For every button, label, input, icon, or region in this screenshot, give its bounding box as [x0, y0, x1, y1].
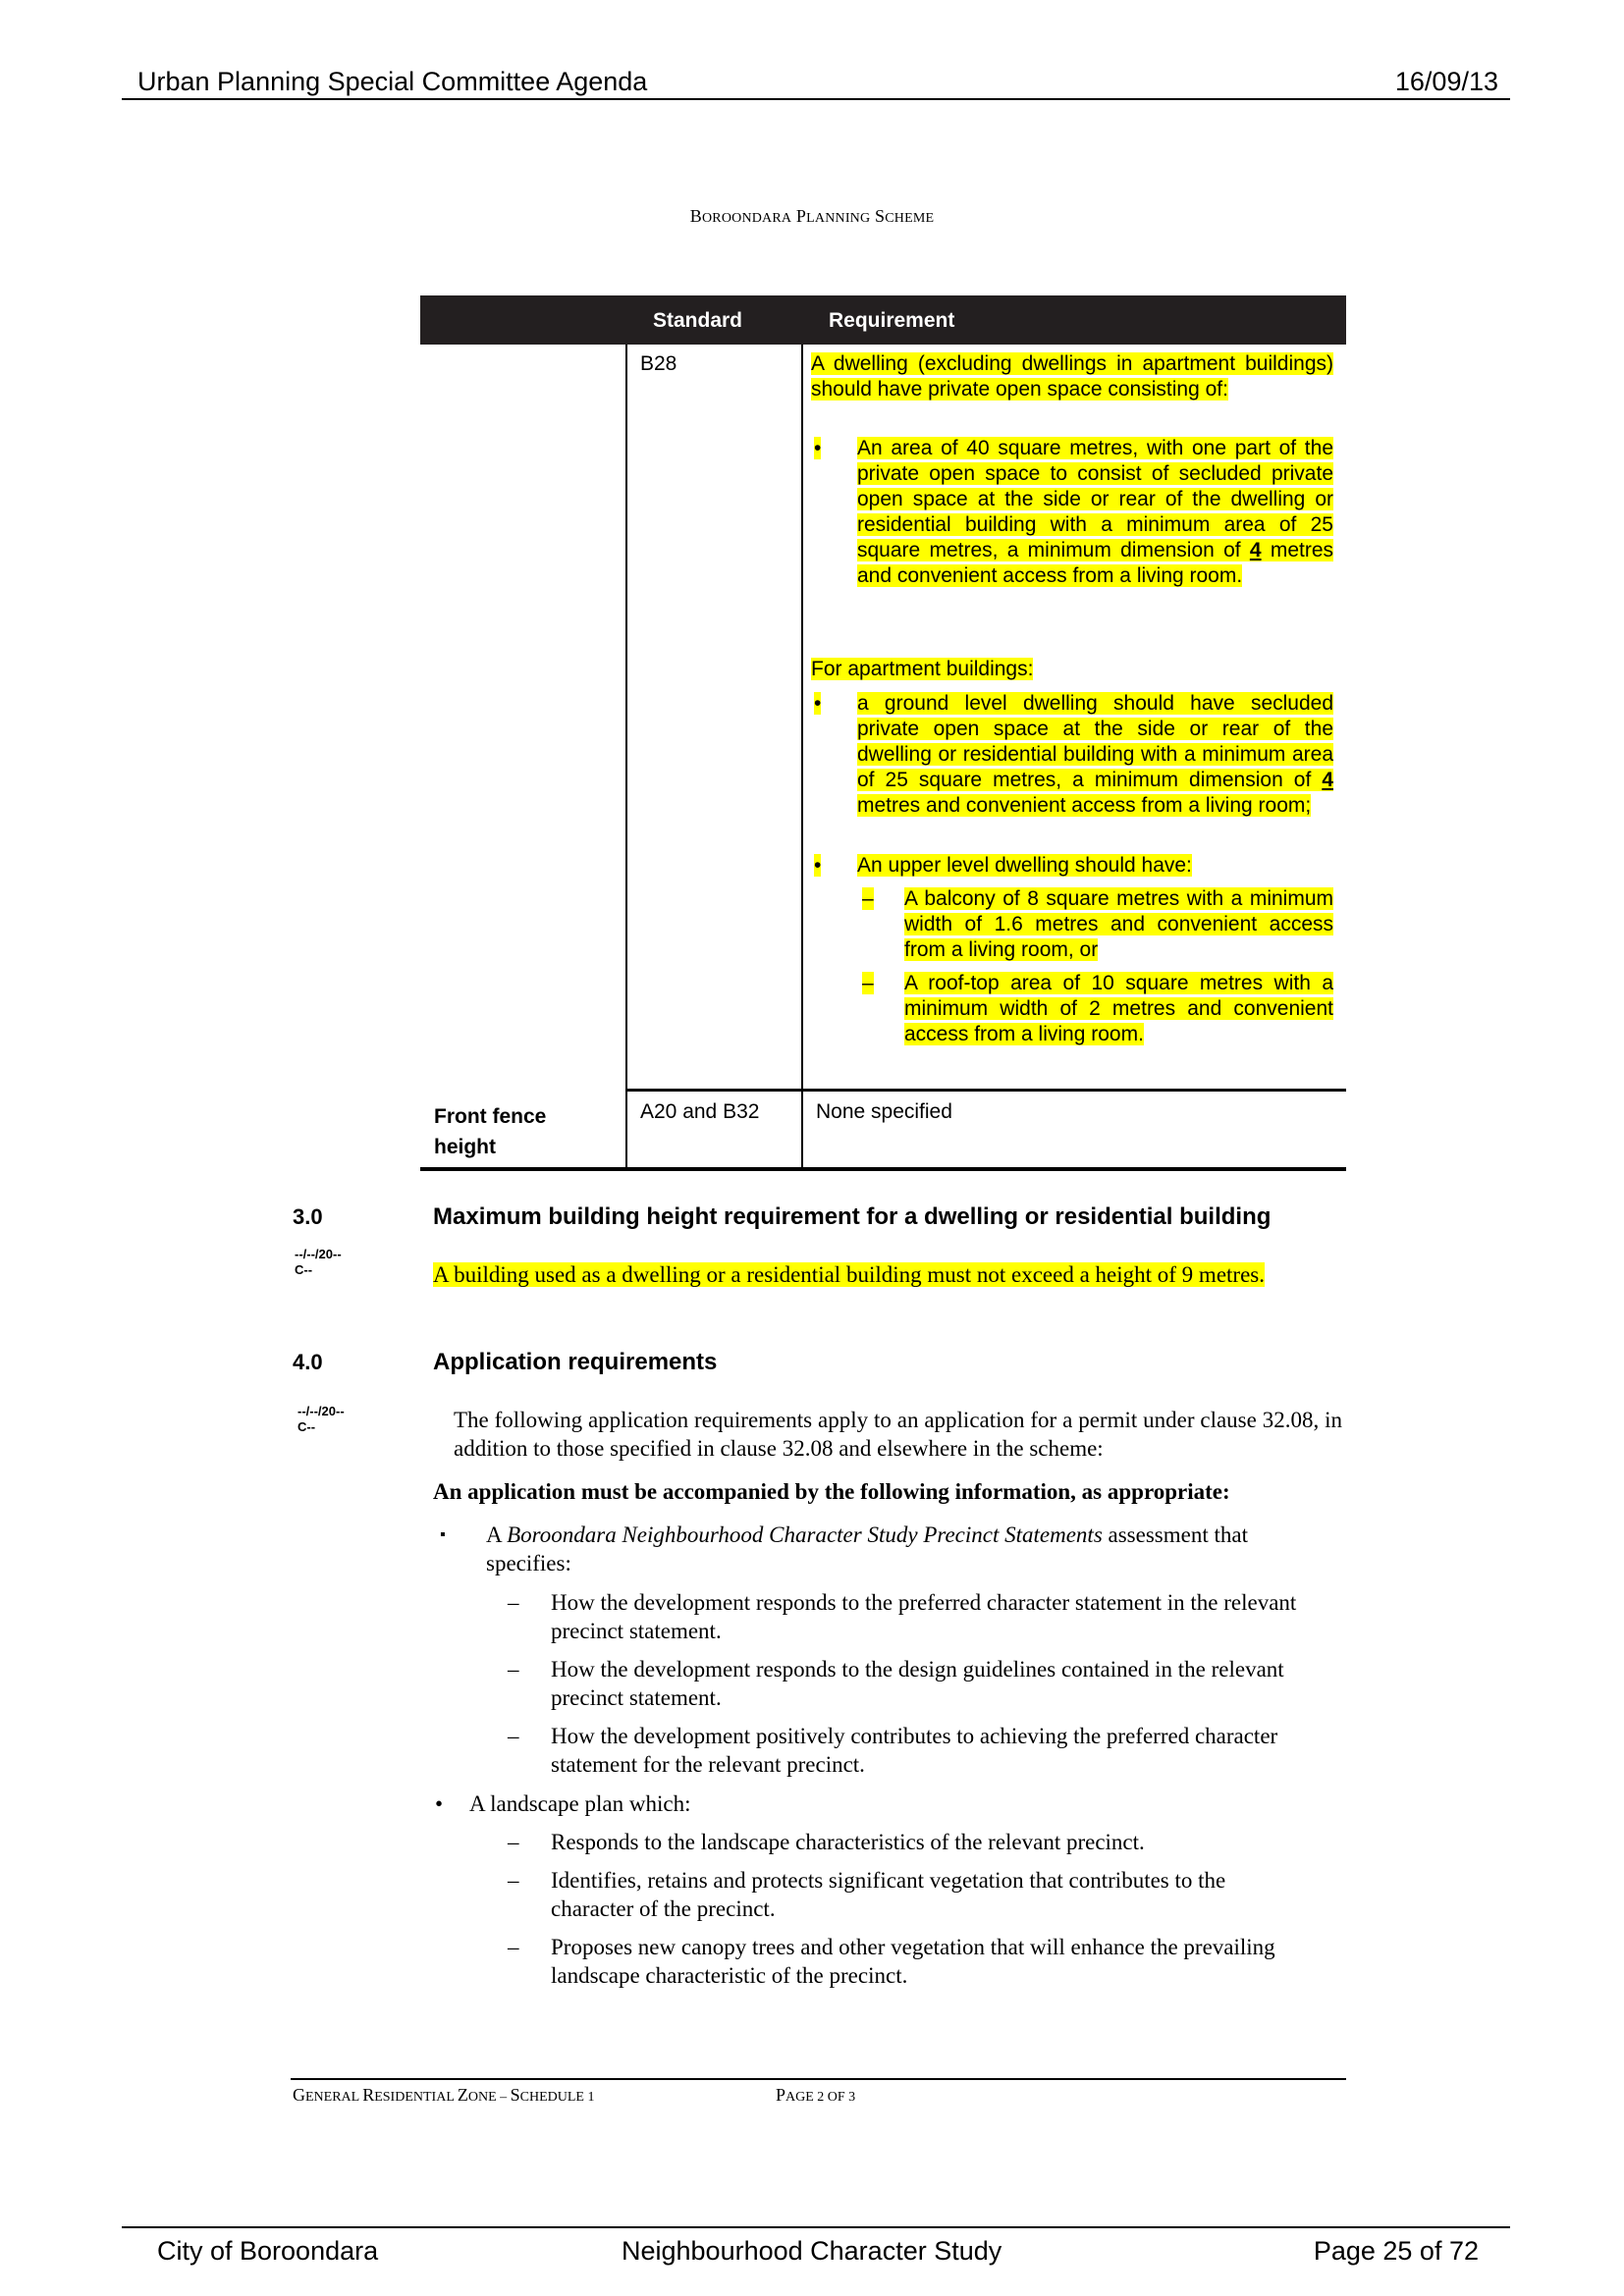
dash: –: [508, 1657, 519, 1682]
requirement-bullet-1: An area of 40 square metres, with one part of the private open space to consist of secluded private open space at the side or rear of the dwelling or residential building with a minimum area of 25 square metres, a minimum dimension of 4 metres and convenient access from a living room.: [857, 437, 1334, 587]
dash: –: [508, 1590, 519, 1615]
front-fence-requirement: None specified: [816, 1100, 952, 1123]
bullet: •: [814, 437, 822, 459]
dash: –: [508, 1830, 519, 1854]
section-3-date: --/--/20-- C--: [295, 1247, 342, 1277]
section-3-number: 3.0: [293, 1204, 323, 1229]
agenda-date: 16/09/13: [1394, 67, 1498, 96]
section-4-item-2-sub: Identifies, retains and protects significant vegetation that contributes to the character of the precinct.: [551, 1868, 1226, 1921]
dash: –: [508, 1935, 519, 1959]
requirement-column-header: Requirement: [829, 309, 955, 332]
bullet: •: [814, 692, 822, 715]
apartment-heading: For apartment buildings:: [811, 658, 1034, 680]
section-4-item-2-sub: Responds to the landscape characteristics of the relevant precinct.: [551, 1830, 1145, 1854]
dash: –: [862, 972, 874, 994]
planning-scheme-title: BOROONDARA PLANNING SCHEME: [689, 206, 935, 226]
footer-page-number: Page 25 of 72: [1313, 2236, 1479, 2266]
footer-document: Neighbourhood Character Study: [622, 2236, 1002, 2266]
section-4-item-1-sub: How the development responds to the design guidelines contained in the relevant precinct statement.: [551, 1657, 1284, 1710]
bullet: •: [814, 854, 822, 877]
requirement-bullet-3: An upper level dwelling should have:: [857, 854, 1192, 877]
section-4-item-2-sub: Proposes new canopy trees and other vegetation that will enhance the prevailing landscape characteristic of the precinct.: [551, 1935, 1275, 1988]
dash: –: [508, 1868, 519, 1893]
requirement-dash-2: A roof-top area of 10 square metres with a minimum width of 2 metres and convenient access from a living room.: [904, 972, 1333, 1045]
table-header: [420, 295, 1346, 345]
footer-rule: [122, 2226, 1510, 2228]
footer-council: City of Boroondara: [157, 2236, 379, 2266]
front-fence-standard: A20 and B32: [640, 1100, 760, 1123]
header-rule: [122, 98, 1510, 100]
section-4-heading: Application requirements: [433, 1349, 718, 1375]
section-4-bold-line: An application must be accompanied by the following information, as appropriate:: [433, 1479, 1230, 1504]
table-row-rule: [625, 1089, 1346, 1092]
section-3-heading: Maximum building height requirement for a dwelling or residential building: [433, 1203, 1272, 1230]
standard-column-header: Standard: [653, 309, 743, 332]
dash: –: [862, 887, 874, 910]
standard-b28: B28: [640, 352, 677, 375]
scheme-footer-page: PAGE 2 OF 3: [776, 2085, 856, 2105]
agenda-title: Urban Planning Special Committee Agenda: [137, 67, 648, 96]
section-4-item-2: A landscape plan which:: [469, 1791, 691, 1816]
section-3-text: A building used as a dwelling or a residential building must not exceed a height of 9 metres.: [433, 1262, 1265, 1287]
table-divider: [801, 345, 803, 1169]
section-4-intro: The following application requirements apply to an application for a permit under clause 32.08, in addition to those specified in clause 32.08 and elsewhere in the scheme:: [454, 1408, 1342, 1461]
section-4-date: --/--/20-- C--: [298, 1404, 345, 1434]
round-bullet: •: [435, 1791, 444, 1816]
section-4-number: 4.0: [293, 1350, 323, 1374]
section-4-item-1-sub: How the development positively contributes to achieving the preferred character statement for the relevant precinct.: [551, 1724, 1278, 1777]
table-bottom-rule: [420, 1167, 1346, 1171]
scheme-footer-rule: [291, 2078, 1346, 2080]
table-divider: [625, 345, 627, 1169]
scheme-footer-zone: GENERAL RESIDENTIAL ZONE – SCHEDULE 1: [293, 2085, 595, 2105]
section-4-item-1: A Boroondara Neighbourhood Character Study Precinct Statements assessment that specifies:: [486, 1522, 1248, 1575]
dash: –: [508, 1724, 519, 1748]
requirement-intro: A dwelling (excluding dwellings in apartment buildings) should have private open space consisting of:: [811, 352, 1333, 400]
requirement-dash-1: A balcony of 8 square metres with a minimum width of 1.6 metres and convenient access from a living room, or: [904, 887, 1333, 961]
front-fence-height-label: Front fence height: [434, 1105, 547, 1158]
section-4-item-1-sub: How the development responds to the preferred character statement in the relevant precinct statement.: [551, 1590, 1297, 1643]
requirement-bullet-2: a ground level dwelling should have secluded private open space at the side or rear of the dwelling or residential building with a minimum area of 25 square metres, a minimum dimension of 4 metres and convenient access from a living room;: [857, 692, 1333, 817]
square-bullet: ▪: [440, 1526, 446, 1543]
